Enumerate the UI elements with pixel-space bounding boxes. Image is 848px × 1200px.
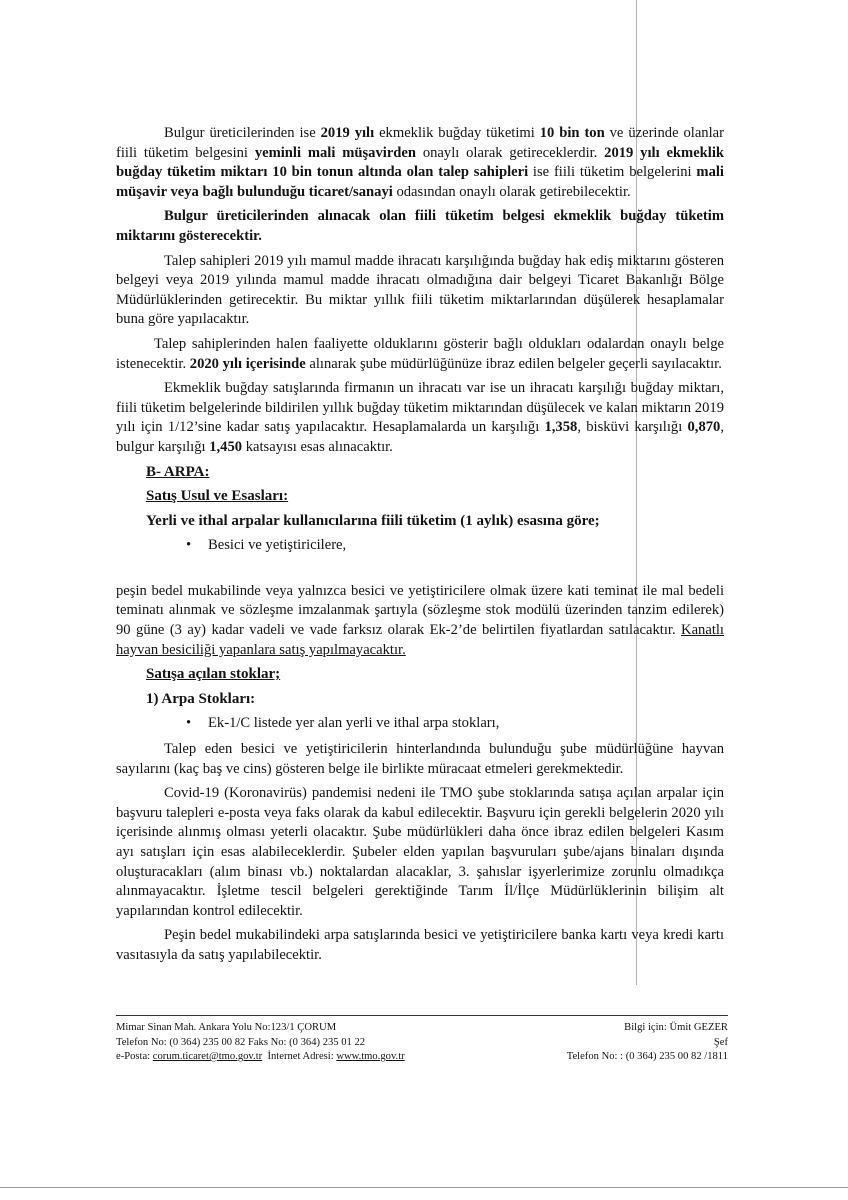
- list-item: [186, 536, 724, 556]
- section-heading-arpa: B- ARPA:: [146, 463, 210, 480]
- subheading-stocks-open: Satışa açılan stoklar;: [146, 666, 281, 683]
- list-item: [186, 714, 724, 734]
- bold-run: 2019 yılı ekmeklik buğday tüketim miktarı 10 bin tonun altında olan talep sahipleri: [116, 144, 725, 181]
- underlined-run: Kanatlı hayvan besiciliği yapanlara satış yapılmayacaktır.: [116, 622, 724, 658]
- text-run: Talep sahiplerinden halen faaliyette olduklarını gösterir bağlı oldukları odalardan onaylı belge istenecektir.: [116, 335, 724, 372]
- bold-run: 1,358: [544, 419, 578, 436]
- text-run: ekmeklik buğday tüketimi: [374, 125, 540, 141]
- footer-address: Mimar Sinan Mah. Ankara Yolu No:123/1 ÇORUM: [116, 1022, 337, 1033]
- footer-phone-fax: Telefon No: (0 364) 235 00 82 Faks No: (0 364) 235 01 22: [116, 1036, 366, 1048]
- footer-contact-title: Şef: [713, 1036, 728, 1048]
- footer-divider: [116, 1015, 728, 1016]
- list-item-text: Besici ve yetiştiricilere,: [208, 537, 347, 554]
- bullet-icon: •: [186, 715, 192, 732]
- footer-contact-person: Bilgi için: Ümit GEZER: [624, 1022, 728, 1033]
- email-label: e-Posta:: [116, 1051, 153, 1062]
- list-item-text: Ek-1/C listede yer alan yerli ve ithal arpa stokları,: [208, 715, 500, 732]
- paragraph-card-payment: Peşin bedel mukabilindeki arpa satışlarında besici ve yetiştiricilere banka kartı veya kredi kartı vasıtasıyla da satış yapılabilecektir.: [116, 927, 724, 963]
- scan-bottom-edge: [0, 1187, 848, 1188]
- text-run: Bulgur üreticilerinden ise: [164, 125, 321, 141]
- text-run: Ekmeklik buğday satışlarında firmanın un ihracatı var ise un ihracatı karşılığı buğday miktarı, fiili tüketim belgelerinde bildirilen yıllık buğday tüketim miktarından düşülecek ve kalan miktarın 2019 yılı için 1/12’sine kadar satış yapılacaktır. Hesaplamalarda un karşılığı: [116, 380, 724, 436]
- paragraph-activity-certificate: [116, 335, 724, 374]
- footer-online: [116, 1050, 496, 1065]
- text-run: ise fiili tüketim belgelerini: [528, 164, 697, 181]
- text-run: katsayısı esas alınacaktır.: [242, 438, 393, 455]
- text-run: alınarak şube müdürlüğünüze ibraz edilen belgeler geçerli sayılacaktır.: [305, 355, 722, 372]
- email-link[interactable]: corum.ticaret@tmo.gov.tr: [152, 1051, 263, 1062]
- text-run: onaylı olarak getireceklerdir.: [416, 144, 605, 161]
- bullet-icon: •: [186, 537, 192, 554]
- subheading-sales-rules: Satış Usul ve Esasları:: [146, 488, 289, 505]
- text-run: peşin bedel mukabilinde veya yalnızca besici ve yetiştiricilere olmak üzere kati teminat ile mal bedeli teminatı alınmak ve sözleşme imzalanmak şartıyla (sözleşme stok modülü üzerinden tanzim edilerek) 90 güne (3 ay) kadar vadeli ve vade farksız olarak Ek-2’de belirtilen fiyatlardan satılacaktır.: [116, 582, 724, 639]
- bold-run: 1,450: [209, 438, 243, 455]
- paragraph-covid: Covid-19 (Koronavirüs) pandemisi nedeni ile TMO şube stoklarında satışa açılan arpalar için başvuru talepleri e-posta veya faks olarak da kabul edilecektir. Başvuru için gerekli belgelerin 2020 yılı içerisinde alınmış olması yeterli olacaktır. Şube müdürlükleri daha önce ibraz edilen belgeleri Kasım ayı satışları için esas alabileceklerdir. Şubeler elden yapılan başvuruları şube/ajans binaları dışında oluşturacakları (alım binası vb.) noktalardan alacaklar, 3. şahıslar işyerlerimize zorunlu olmadıkça alınmayacaktır. İşletme tescil belgeleri gerektiğinde Tarım İl/İlçe Müdürlüklerinin bilişim alt yapılarından kontrol edilecektir.: [116, 785, 724, 919]
- paragraph-application: Talep eden besici ve yetiştiricilerin hinterlandında bulunduğu şube müdürlüğüne hayvan sayılarını (kaç baş ve cins) gösteren belge ile birlikte müracaat etmeleri gerekmektedir.: [116, 741, 724, 777]
- web-link[interactable]: www.tmo.gov.tr: [336, 1051, 405, 1062]
- footer-contact-phone: Telefon No: : (0 364) 235 00 82 /1811: [566, 1051, 728, 1062]
- bold-run: 0,870: [687, 419, 721, 436]
- bold-run: 2019 yılı: [320, 125, 375, 141]
- text-run: odasından onaylı olarak getirebilecektir.: [392, 183, 631, 200]
- text-run: ve üzerinde olanlar fiili tüketim belgesini: [116, 125, 724, 161]
- text-run: , bulgur karşılığı: [116, 419, 724, 455]
- footer-contact: [116, 1021, 496, 1065]
- paragraph-consumption-certificate: Bulgur üreticilerinden alınacak olan fiili tüketim belgesi ekmeklik buğday tüketim miktarını gösterecektir.: [116, 208, 724, 244]
- spacer: [116, 562, 724, 582]
- footer-info: [520, 1021, 728, 1065]
- web-label: İnternet Adresi:: [262, 1051, 337, 1062]
- paragraph-export-document: Talep sahipleri 2019 yılı mamul madde ihracatı karşılığında buğday hak ediş miktarını gösteren belgeyi veya 2019 yılında mamul madde ihracatı olmadığına dair belgeyi Ticaret Bakanlığı Bölge Müdürlüklerinden getirecektir. Bu miktar yıllık fiili tüketim miktarlarından düşülerek hesaplamalar buna göre yapılacaktır.: [116, 252, 724, 328]
- bold-run: yeminli mali müşavirden: [254, 144, 417, 161]
- subheading-domestic-imported: Yerli ve ithal arpalar kullanıcılarına fiili tüketim (1 aylık) esasına göre;: [146, 512, 600, 529]
- paragraph-bulgur-producers: [116, 124, 724, 202]
- bold-run: mali müşavir veya bağlı bulunduğu ticaret/sanayi: [116, 164, 724, 200]
- text-run: , bisküvi karşılığı: [577, 419, 688, 436]
- paragraph-coefficients: [116, 379, 724, 457]
- subheading-barley-stocks: 1) Arpa Stokları:: [146, 690, 256, 707]
- bold-run: 2020 yılı içerisinde: [189, 355, 306, 372]
- bold-run: 10 bin ton: [539, 125, 605, 141]
- paragraph-payment-terms: [116, 582, 724, 660]
- document-body: [116, 124, 724, 971]
